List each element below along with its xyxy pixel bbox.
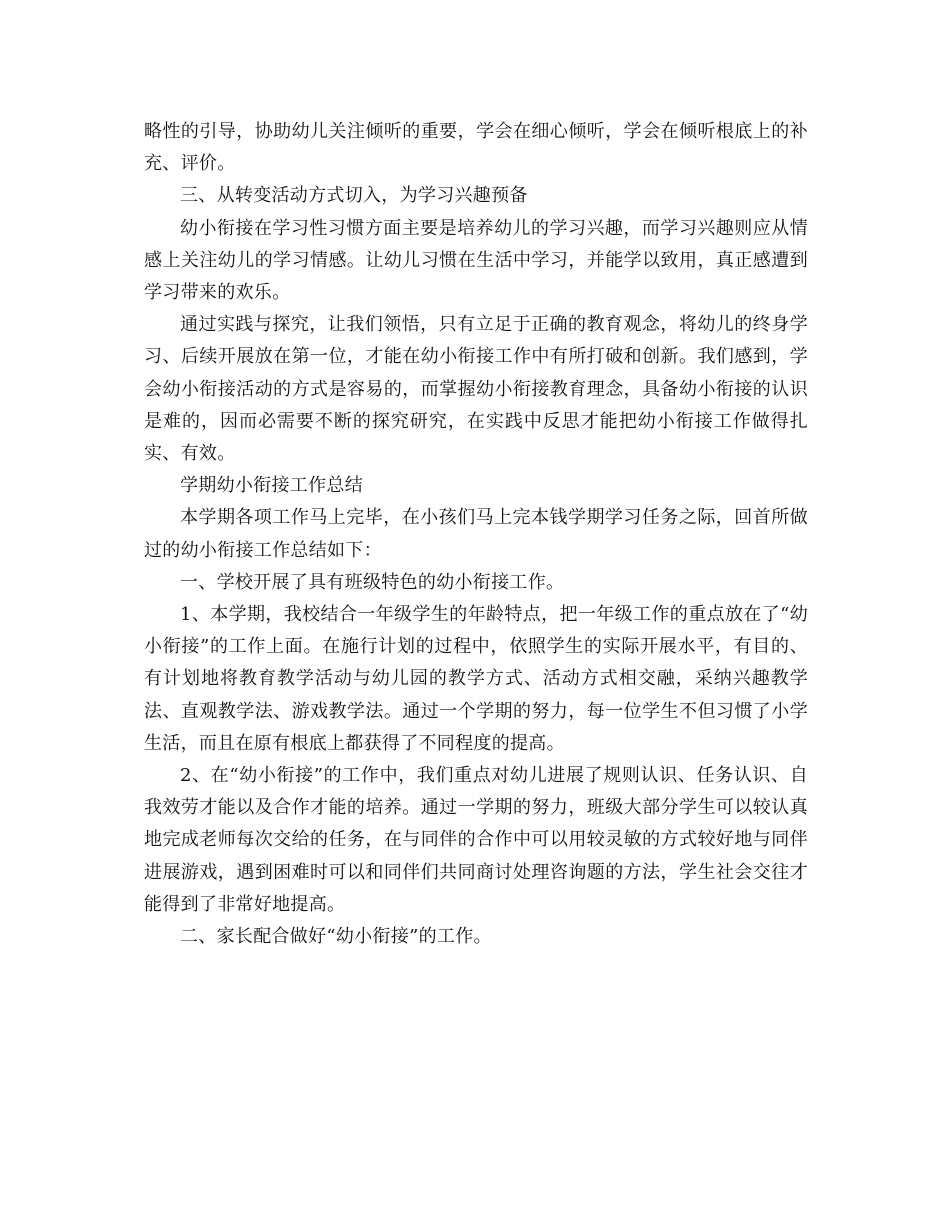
section-heading-1: 一、学校开展了具有班级特色的幼小衔接工作。 [180,571,565,593]
document-body [144,116,808,953]
paragraph-3: 幼小衔接在学习性习惯方面主要是培养幼儿的学习兴趣，而学习兴趣则应从情感上关注幼儿的学习情感。让幼儿习惯在生活中学习，并能学以致用，真正感遭到学习带来的欢乐。 [144,217,808,304]
section-heading-3: 三、从转变活动方式切入，为学习兴趣预备 [180,185,528,207]
paragraph-4: 通过实践与探究，让我们领悟，只有立足于正确的教育观念，将幼儿的终身学习、后续开展放在第一位，才能在幼小衔接工作中有所打破和创新。我们感到，学会幼小衔接活动的方式是容易的，而掌握幼小衔接教育理念，具备幼小衔接的认识是难的，因而必需要不断的探究研究，在实践中反思才能把幼小衔接工作做得扎实、有效。 [144,314,808,465]
paragraph-item-2: 2、在“幼小衔接”的工作中，我们重点对幼儿进展了规则认识、任务认识、自我效劳才能以及合作才能的培养。通过一学期的努力，班级大部分学生可以较认真地完成老师每次交给的任务，在与同伴的合作中可以用较灵敏的方式较好地与同伴进展游戏，遇到困难时可以和同伴们共同商讨处理咨询题的方法，学生社会交往才能得到了非常好地提高。 [144,765,808,915]
document-title: 学期幼小衔接工作总结 [180,475,363,497]
paragraph-item-1: 1、本学期，我校结合一年级学生的年龄特点，把一年级工作的重点放在了“幼小衔接”的工作上面。在施行计划的过程中，依照学生的实际开展水平，有目的、有计划地将教育教学活动与幼儿园的教学方式、活动方式相交融，采纳兴趣教学法、直观教学法、游戏教学法。通过一个学期的努力，每一位学生不但习惯了小学生活，而且在原有根底上都获得了不同程度的提高。 [144,604,808,754]
paragraph-1: 略性的引导，协助幼儿关注倾听的重要，学会在细心倾听，学会在倾听根底上的补充、评价。 [144,121,808,175]
paragraph-6: 本学期各项工作马上完毕，在小孩们马上完本钱学期学习任务之际，回首所做过的幼小衔接工作总结如下： [144,507,808,561]
section-heading-2: 二、家长配合做好“幼小衔接”的工作。 [180,926,492,948]
